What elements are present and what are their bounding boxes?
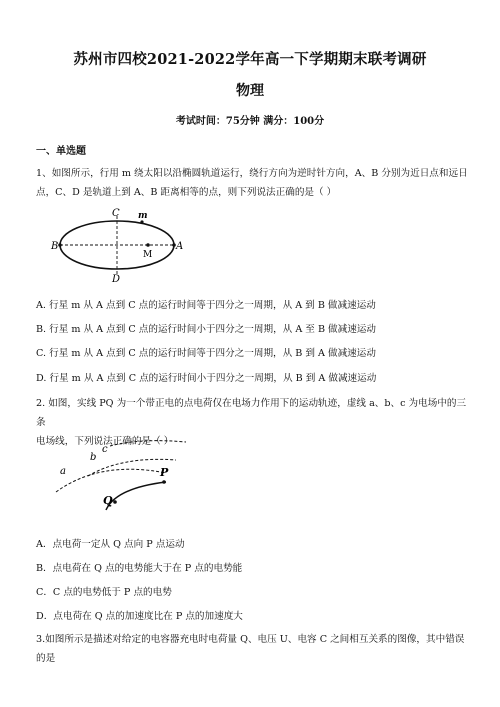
label-C: C [112, 208, 120, 219]
point-Q [113, 500, 117, 504]
question-2-option-b[interactable]: B．点电荷在 Q 点的电势能大于在 P 点的电势能 [36, 563, 243, 574]
label-b: b [90, 452, 97, 463]
question-2-line-1: 2. 如图，实线 PQ 为一个带正电的点电荷仅在电场力作用下的运动轨迹，虚线 a、b、c 为电场中的三条 [36, 398, 467, 428]
question-1-line-1: 1、如图所示，行用 m 绕太阳以沿椭圆轨道运行，绕行方向为逆时针方向，A、B 分别为近日点和远日 [36, 168, 468, 179]
question-3-line-1: 3.如图所示是描述对给定的电容器充电时电荷量 Q、电压 U、电容 C 之间相互关系的图像，其中错误的是 [36, 634, 465, 664]
question-1-option-d[interactable]: D. 行星 m 从 A 点到 C 点的运行时间小于四分之一周期，从 B 到 A 做减速运动 [36, 373, 377, 384]
question-1-text [36, 164, 468, 202]
trajectory-PQ [106, 482, 166, 510]
label-a: a [60, 466, 66, 477]
question-2-option-d[interactable]: D．点电荷在 Q 点的加速度比在 P 点的加速度大 [36, 611, 243, 622]
exam-title: 苏州市四校2021-2022学年高一下学期期末联考调研 [73, 51, 427, 68]
label-D: D [112, 274, 121, 284]
orbit-diagram [50, 204, 190, 284]
label-P: P [160, 466, 169, 479]
question-1-option-b[interactable]: B. 行星 m 从 A 点到 C 点的运行时间小于四分之一周期，从 A 至 B 做减速运动 [36, 324, 377, 335]
field-line-a [56, 469, 166, 492]
label-A: A [176, 241, 184, 252]
exam-info: 考试时间：75分钟 满分：100分 [175, 116, 325, 127]
question-2-option-c[interactable]: C．C 点的电势低于 P 点的电势 [36, 587, 172, 598]
label-M: M [143, 250, 153, 260]
label-c: c [102, 444, 108, 455]
subject-title: 物理 [236, 83, 264, 99]
question-3-text [36, 630, 468, 668]
question-1-line-2: 点，C、D 是轨道上到 A、B 距离相等的点，则下列说法正确的是（ ） [36, 187, 337, 198]
label-Q: Q [103, 494, 113, 507]
sun-M [146, 243, 150, 247]
label-B: B [51, 241, 59, 252]
point-B [58, 243, 62, 247]
field-line-c [110, 441, 186, 446]
label-m: m [138, 211, 148, 221]
question-2-line-2: 电场线，下列说法正确的是（ ） [36, 436, 174, 447]
point-P [162, 480, 166, 484]
question-1-option-a[interactable]: A. 行星 m 从 A 点到 C 点的运行时间等于四分之一周期，从 A 到 B 做减速运动 [36, 300, 376, 311]
section-title-single-choice: 一、单选题 [36, 146, 86, 157]
question-1-option-c[interactable]: C. 行星 m 从 A 点到 C 点的运行时间等于四分之一周期，从 B 到 A 做减速运动 [36, 348, 376, 359]
electric-field-diagram [52, 438, 192, 520]
question-2-option-a[interactable]: A．点电荷一定从 Q 点向 P 点运动 [36, 539, 185, 550]
